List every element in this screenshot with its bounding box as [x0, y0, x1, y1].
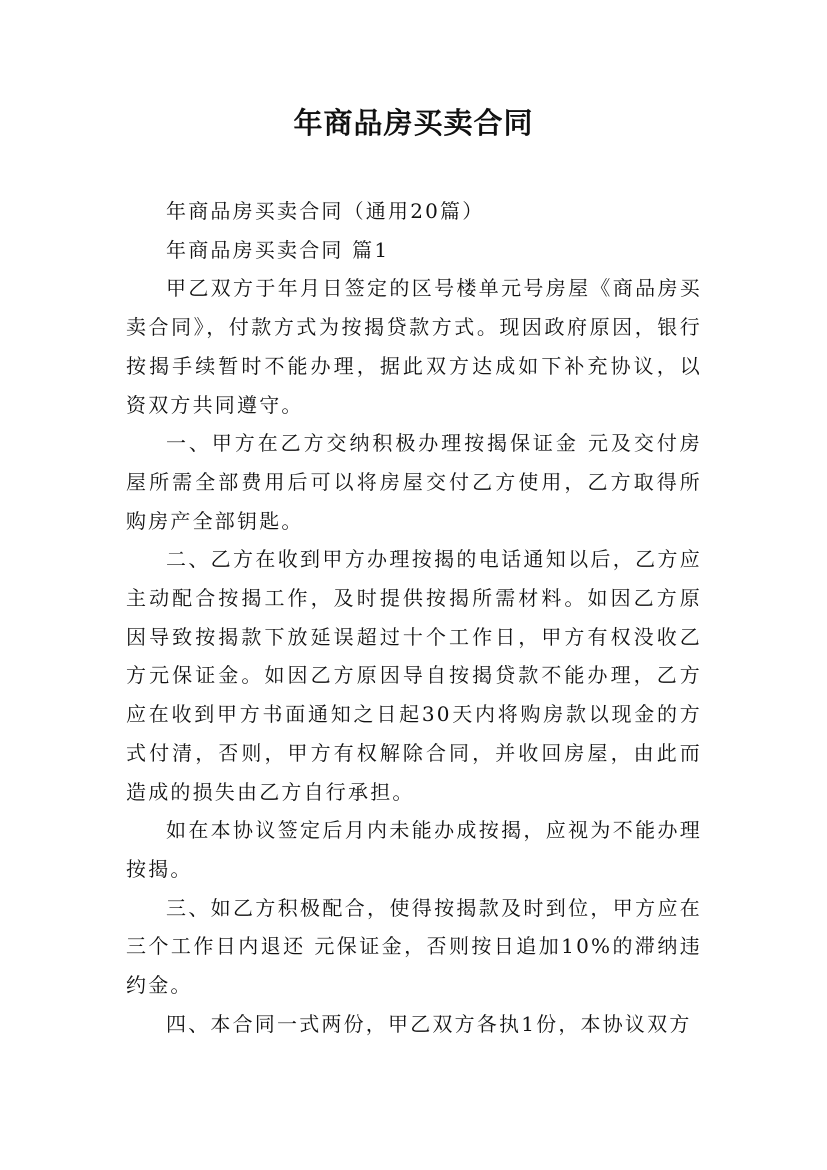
paragraph-clause-2-note: 如在本协议签定后月内未能办成按揭，应视为不能办理按揭。 [126, 818, 702, 881]
paragraph-subtitle: 年商品房买卖合同（通用20篇） [166, 199, 485, 223]
paragraph-clause-3: 三、如乙方积极配合，使得按揭款及时到位，甲方应在三个工作日内退还 元保证金，否则按日追加10%的滞纳违约金。 [126, 895, 702, 998]
page-title: 年商品房买卖合同 [293, 106, 534, 140]
paragraph-clause-1: 一、甲方在乙方交纳积极办理按揭保证金 元及交付房屋所需全部费用后可以将房屋交付乙方使用，乙方取得所购房产全部钥匙。 [126, 431, 702, 533]
paragraph-intro: 甲乙双方于年月日签定的区号楼单元号房屋《商品房买卖合同》，付款方式为按揭贷款方式。现因政府原因，银行按揭手续暂时不能办理，据此双方达成如下补充协议，以资双方共同遵守。 [126, 276, 702, 417]
paragraph-clause-4: 四、本合同一式两份，甲乙双方各执1份，本协议双方 [166, 1011, 692, 1036]
document-body [126, 192, 702, 1043]
paragraph-clause-2: 二、乙方在收到甲方办理按揭的电话通知以后，乙方应主动配合按揭工作，及时提供按揭所需材料。如因乙方原因导致按揭款下放延误超过十个工作日，甲方有权没收乙方元保证金。如因乙方原因导自按揭贷款不能办理，乙方应在收到甲方书面通知之日起30天内将购房款以现金的方式付清，否则，甲方有权解除合同，并收回房屋，由此而造成的损失由乙方自行承担。 [126, 547, 702, 804]
paragraph-section-heading: 年商品房买卖合同 篇1 [166, 237, 390, 262]
